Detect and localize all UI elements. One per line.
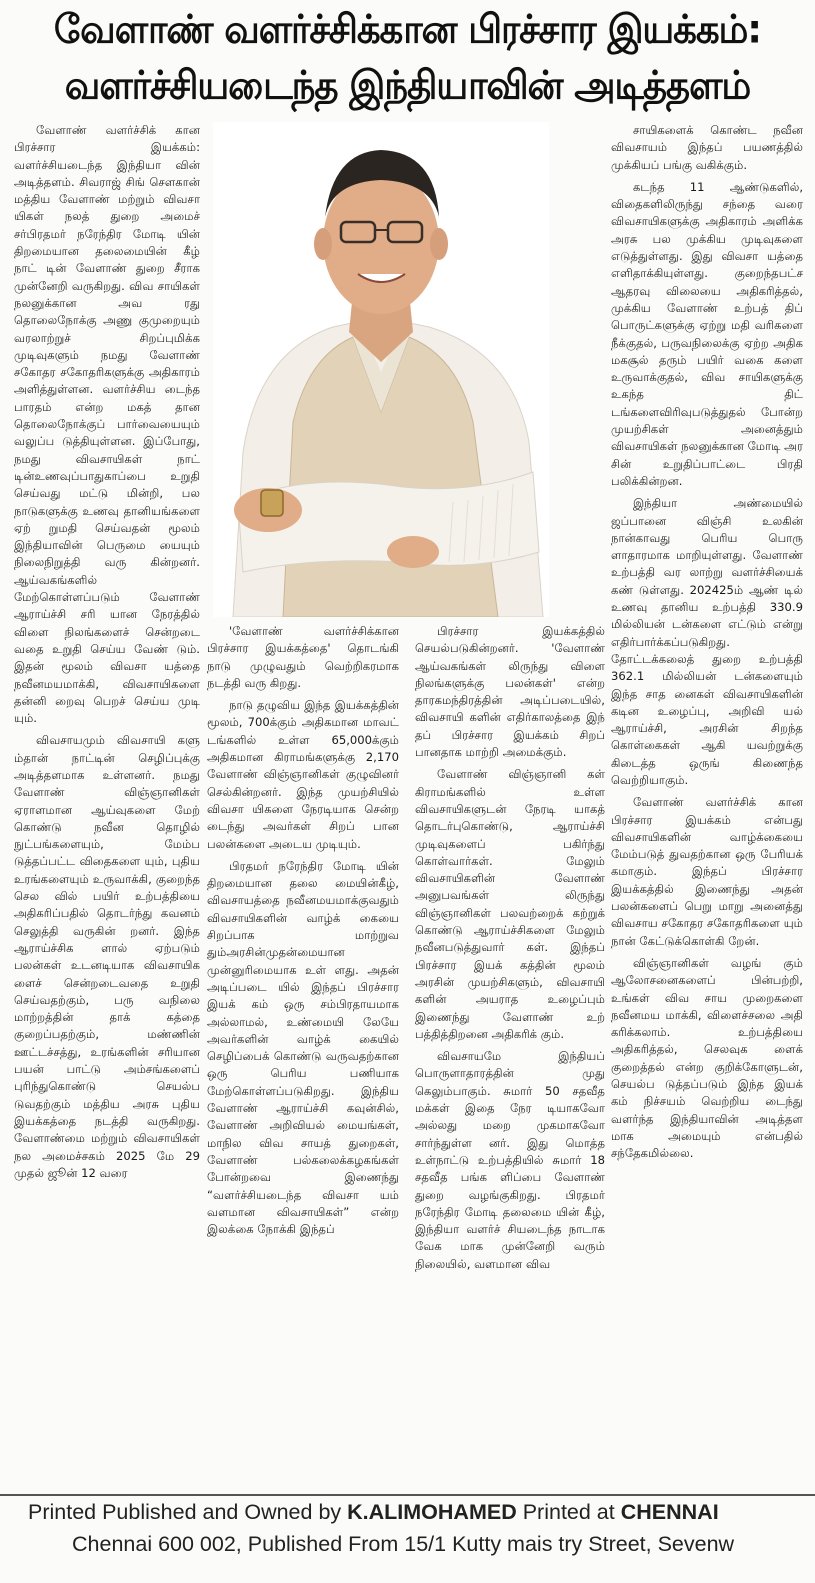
imprint-line-1 xyxy=(28,1500,815,1525)
paragraph: விஞ்ஞானிகள் வழங் கும் ஆலோசனைகளைப் பின்பற்றி, உங்கள் விவ சாய முறைகளை நவீனமய மாக்கி, விளைச்சலை அதி கரிக்கலாம். உற்பத்தியை அதிகரித்தல், செலவுக ளைக் குறைத்தல் என்ற குறிக்கோளுடன், செயல்ப டுத்தப்படும் இந்த இயக் கம் நிச்சயம் வெற்றிய டைந்து வளர்ந்த இந்தியாவின் அடித்தள மாக அமையும் என்பதில் சந்தேகமில்லை. xyxy=(611,955,803,1161)
article-column-1 xyxy=(14,122,200,1492)
paragraph: நாடு தழுவிய இந்த இயக்கத்தின் மூலம், 700க்கும் அதிகமான மாவட் டங்களில் உள்ள 65,000க்கும் அதிகமான கிராமங்களுக்கு 2,170 வேளாண் விஞ்ஞானிகள் குழுவினர் செல்கின்றனர். இந்த முயற்சியில் விவசா யிகளை நேரடியாக சென்ற டைந்து அவர்கள் சிறப் பான பலன்களை அடைய முடியும். xyxy=(207,698,399,851)
paragraph: பிரச்சார இயக்கத்தில் செயல்படுகின்றனர். 'வேளாண் ஆய்வகங்கள் லிருந்து விளை நிலங்களுக்கு பலன்கள்' என்ற தாரகமந்திரத்தின் அடிப்படையில், விவசாயி களின் எதிர்காலத்தை இந் தப் பிரச்சார இயக்கம் சிறப் பானதாக மாற்றி அமைக்கும். xyxy=(415,624,605,760)
paragraph: பிரதமர் நரேந்திர மோடி யின் திறமையான தலை மையின்கீழ், விவசாயத்தை நவீனமயமாக்குவதும் விவசாயிகளின் வாழ்க் கையை சிறப்பாக மாற்றுவ தும்அரசின்முதன்மையான முன்னுரிமையாக உள் ளது. அதன் அடிப்படை யில் இந்தப் பிரச்சார இயக் கம் ஒரு சம்பிரதாயமாக அல்லாமல், உண்மையி லேயே அவர்களின் வாழ்க் கையில் செழிப்பைக் கொண்டு வருவதற்கான ஒரு பெரிய பணியாக மேற்கொள்ளப்படுகிறது. இந்திய வேளாண் ஆராய்ச்சி கவுன்சில், வேளாண் அறிவியல் மையங்கள், மாநில விவ சாயத் துறைகள், வேளாண் பல்கலைக்கழகங்கள் போன்றவை இணைந்து “வளர்ச்சியடைந்த விவசா யம் வளமான விவசாயிகள்” என்ற இலக்கை நோக்கி இந்தப் xyxy=(207,858,399,1237)
imprint-line-2: Chennai 600 002, Published From 15/1 Kutty mais try Street, Sevenw xyxy=(72,1532,735,1556)
headline-line-1: வேளாண் வளர்ச்சிக்கான பிரச்சார இயக்கம்: xyxy=(53,6,762,52)
portrait-illustration xyxy=(213,122,549,617)
article-column-3 xyxy=(415,623,605,1493)
paragraph: இந்தியா அண்மையில் ஜப்பானை விஞ்சி உலகின் நான்காவது பெரிய பொரு ளாதாரமாக மாறியுள்ளது. வேளாண் உற்பத்தி வர லாற்று வளர்ச்சியைக் கண் டுள்ளது. 202425ம் ஆண் டில் உணவு தானிய உற்பத்தி 330.9 மில்லியன் டன்களை எட்டும் என்று எதிர்பார்க்கப்படுகிறது. தோட்டக்கலைத் துறை உற்பத்தி 362.1 மில்லியன் டன்களையும் இந்த சாத னைகள் விவசாயிகளின் கடின உழைப்பு, அறிவி யல் ஆராய்ச்சி, அரசின் சிறந்த கொள்கைகள் ஆகி யவற்றுக்கு கிடைத்த ஒருங் கிணைந்த வெற்றியாகும். xyxy=(611,496,803,787)
paragraph: வேளாண் வளர்ச்சிக் கான பிரச்சார இயக்கம்: வளர்ச்சியடைந்த இந்தியா வின் அடித்தளம். சிவராஜ் சிங் சௌகான் மத்திய வேளாண் மற்றும் விவசா யிகள் நலத் துறை அமைச் சர்பிரதமர் நரேந்திர மோடி யின் திறமையான தலைமையின் கீழ் நாட் டின் வேளாண் துறை சீராக முன்னேறி வருகிறது. விவ சாயிகள் நலனுக்கான அவ ரது தொலைநோக்கு அணு குமுறையும் வரலாற்றுச் சிறப்புமிக்க முடிவுகளும் நமது வேளாண் சகோதர சகோதரிகளுக்கு அதிகாரம் அளித்துள்ளன. வளர்ச்சிய டைந்த பாரதம் என்ற மகத் தான தொலைநோக்குப் பார்வையையும் வலுப்ப டுத்தியுள்ளன. இப்போது, நமது விவசாயிகள் நாட் டின்உணவுப்பாதுகாப்பை உறுதி செய்வது மட்டு மின்றி, பல நாடுகளுக்கு உணவு தானியங்களை ஏற் றுமதி செய்வதன் மூலம் இந்தியாவின் பெருமை யையும் நிலைநிறுத்தி வரு கின்றனர். ஆய்வகங்களில் மேற்கொள்ளப்படும் வேளாண் ஆராய்ச்சி சரி யான நேரத்தில் விளை நிலங்களைச் சென்றடை வதை உறுதி செய்ய வேண் டும். இதன் மூலம் விவசா யத்தை நவீனமயமாக்கி, விவசாயிகளை தன்னி றைவு பெறச் செய்ய முடி யும். xyxy=(14,123,200,726)
article-column-2 xyxy=(207,623,399,1493)
imprint-press: CHENNAI xyxy=(620,1500,719,1524)
imprint-prefix: Printed Published and Owned by xyxy=(28,1500,348,1524)
paragraph: சாயிகளைக் கொண்ட நவீன விவசாயம் இந்தப் பயணத்தில் முக்கியப் பங்கு வகிக்கும். xyxy=(611,123,803,172)
paragraph: கடந்த 11 ஆண்டுகளில், விதைகளிலிருந்து சந்தை வரை விவசாயிகளுக்கு அதிகாரம் அளிக்க அரசு பல முக்கிய முடிவுகளை எடுத்துள்ளது. இது விவசா யத்தை எளிதாக்கியுள்ளது. குறைந்தபட்ச ஆதரவு விலையை அதிகரித்தல், முக்கிய வேளாண் உற்பத் திப் பொருட்களுக்கு ஏற்று மதி வரிகளை நீக்குதல், பருவநிலைக்கு ஏற்ற அதிக மகசூல் தரும் பயிர் வகை களை உருவாக்குதல், விவ சாயிகளுக்கு உகந்த திட் டங்களைவிரிவுபடுத்துதல் போன்ற முயற்சிகள் அனைத்தும் விவசாயிகள் நலனுக்கான மோடி அர சின் உறுதிப்பாட்டை பிரதி பலிக்கின்றன. xyxy=(611,179,803,488)
paragraph: விவசாயமும் விவசாயி களு ம்தான் நாட்டின் செழிப்புக்கு அடித்தளமாக உள்ளனர். நமது வேளாண் விஞ்ஞானிகள் ஏராளமான ஆய்வுகளை மேற் கொண்டு நவீன தொழில் நுட்பங்களையும், மேம்ப டுத்தப்பட்ட விதைகளை யும், புதிய உரங்களையும் உருவாக்கி, குறைந்த செல வில் பயிர் உற்பத்தியை அதிகரிப்பதில் தொடர்ந்து கவனம் செலுத்தி வருகின் றனர். இந்த ஆராய்ச்சிக ளால் ஏற்படும் பலன்கள் உடனடியாக விவசாயிக ளைச் சென்றடைவதை உறுதி செய்வதற்கும், பரு வநிலை மாற்றத்தின் தாக் கத்தை குறைப்பதற்கும், மண்ணின் ஊட்டச்சத்து, உரங்களின் சரியான பயன் பாட்டு அம்சங்களைப் புரிந்துகொண்டு செயல்ப டுவதற்கும் மத்திய அரசு புதிய இயக்கத்தை நடத்தி வருகிறது. வேளாண்மை மற்றும் விவசாயிகள் நல அமைச்சகம் 2025 மே 29 முதல் ஜூன் 12 வரை xyxy=(14,733,200,1180)
paragraph: வேளாண் விஞ்ஞானி கள் கிராமங்களில் உள்ள விவசாயிகளுடன் நேரடி யாகத் தொடர்புகொண்டு, ஆராய்ச்சி முடிவுகளைப் பகிர்ந்து கொள்வார்கள். மேலும் விவசாயிகளின் வேளாண் அனுபவங்கள் லிருந்து விஞ்ஞானிகள் பலவற்றைக் கற்றுக் கொண்டு ஆராய்ச்சிகளை மேலும் நவீனபடுத்துவார் கள். இந்தப் பிரச்சார இயக் கத்தின் மூலம் அரசின் முயற்சிகளும், விவசாயி களின் அயராத உழைப்பும் இணைந்து வேளாண் உற் பத்தித்திறனை அதிகரிக் கும். xyxy=(415,767,605,1041)
paragraph: 'வேளாண் வளர்ச்சிக்கான பிரச்சார இயக்கத்தை' தொடங்கி நாடு முழுவதும் வெற்றிகரமாக நடத்தி வரு கிறது. xyxy=(207,624,399,690)
footer-divider xyxy=(0,1494,815,1496)
article-column-4 xyxy=(611,122,803,1492)
paragraph: விவசாயமே இந்தியப் பொருளாதாரத்தின் முது கெலும்பாகும். சுமார் 50 சதவீத மக்கள் இதை நேர டியாகவோ அல்லது மறை முகமாகவோ சார்ந்துள்ள னர். இது மொத்த உள்நாட்டு உற்பத்தியில் சுமார் 18 சதவீத பங்க ளிப்பை வேளாண் துறை வழங்குகிறது. பிரதமர் நரேந்திர மோடி தலைமை யின் கீழ், இந்தியா வளர்ச் சியடைந்த நாடாக வேக மாக முன்னேறி வரும் நிலையில், வளமான விவ xyxy=(415,1049,605,1271)
paragraph: வேளாண் வளர்ச்சிக் கான பிரச்சார இயக்கம் என்பது விவசாயிகளின் வாழ்க்கையை மேம்படுத் துவதற்கான ஒரு பேரியக் கமாகும். இந்தப் பிரச்சார இயக்கத்தில் இணைந்து அதன் பலன்களைப் பெறு மாறு அனைத்து விவசாய சகோதர சகோதரிகளை யும் நான் கேட்டுக்கொள்கி றேன். xyxy=(611,795,803,948)
headline-line-2: வளர்ச்சியடைந்த இந்தியாவின் அடித்தளம் xyxy=(64,62,751,108)
imprint-owner: K.ALIMOHAMED xyxy=(347,1500,517,1524)
portrait-photo xyxy=(213,122,549,617)
imprint-mid: Printed at xyxy=(516,1500,621,1524)
